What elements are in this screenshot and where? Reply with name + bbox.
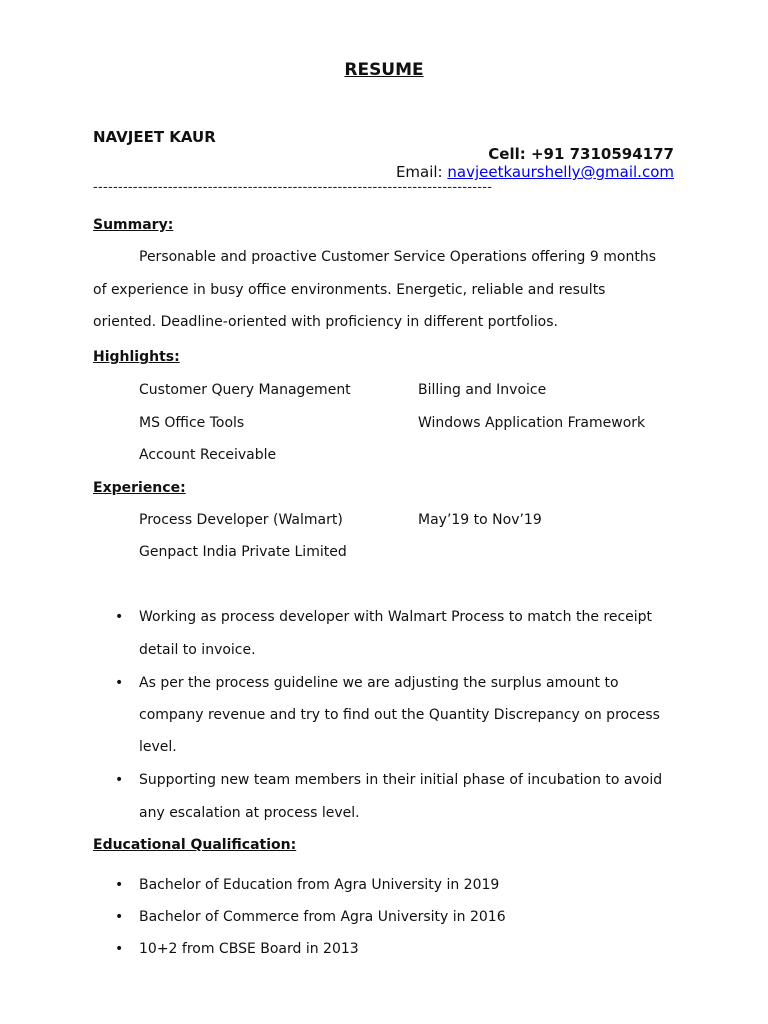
bullet-dot-icon: • (115, 877, 124, 893)
bullet-dot-icon: • (115, 675, 124, 691)
experience-period: May’19 to Nov’19 (418, 512, 542, 528)
experience-role: Process Developer (Walmart) (139, 512, 343, 528)
education-item: 10+2 from CBSE Board in 2013 (139, 941, 359, 957)
bullet-dot-icon: • (115, 772, 124, 788)
highlight-item: Account Receivable (139, 447, 277, 463)
highlight-item: Billing and Invoice (418, 382, 547, 398)
experience-bullet-line: any escalation at process level. (139, 805, 360, 821)
experience-bullet-line: level. (139, 739, 177, 755)
candidate-name: NAVJEET KAUR (93, 128, 216, 146)
summary-line: oriented. Deadline-oriented with proficiency in different portfolios. (93, 314, 558, 330)
experience-heading: Experience: (93, 480, 186, 496)
experience-bullet-line: As per the process guideline we are adjusting the surplus amount to (139, 675, 619, 691)
highlight-item: MS Office Tools (139, 415, 245, 431)
education-item: Bachelor of Commerce from Agra University in 2016 (139, 909, 506, 925)
highlight-item: Windows Application Framework (418, 415, 646, 431)
header-divider: -------------------------------------------------------------------------------- (93, 180, 493, 195)
experience-company: Genpact India Private Limited (139, 544, 347, 560)
experience-bullet-line: Supporting new team members in their initial phase of incubation to avoid (139, 772, 663, 788)
email-line (396, 163, 674, 181)
email-label: Email: (395, 163, 448, 181)
cell-number: Cell: +91 7310594177 (488, 145, 674, 163)
education-heading: Educational Qualification: (93, 837, 297, 853)
bullet-dot-icon: • (115, 941, 124, 957)
summary-line: of experience in busy office environments. Energetic, reliable and results (93, 282, 606, 298)
page-title: RESUME (344, 60, 424, 80)
experience-bullet-line: company revenue and try to find out the Quantity Discrepancy on process (139, 707, 660, 723)
education-item: Bachelor of Education from Agra University in 2019 (139, 877, 500, 893)
highlight-item: Customer Query Management (139, 382, 351, 398)
highlights-heading: Highlights: (93, 349, 180, 365)
bullet-dot-icon: • (115, 609, 124, 625)
email-link[interactable]: navjeetkaurshelly@gmail.com (447, 163, 674, 181)
bullet-dot-icon: • (115, 909, 124, 925)
experience-bullet-line: Working as process developer with Walmart Process to match the receipt (139, 609, 653, 625)
summary-line: Personable and proactive Customer Service Operations offering 9 months (139, 249, 656, 265)
experience-bullet-line: detail to invoice. (139, 642, 256, 658)
summary-heading: Summary: (93, 217, 174, 233)
